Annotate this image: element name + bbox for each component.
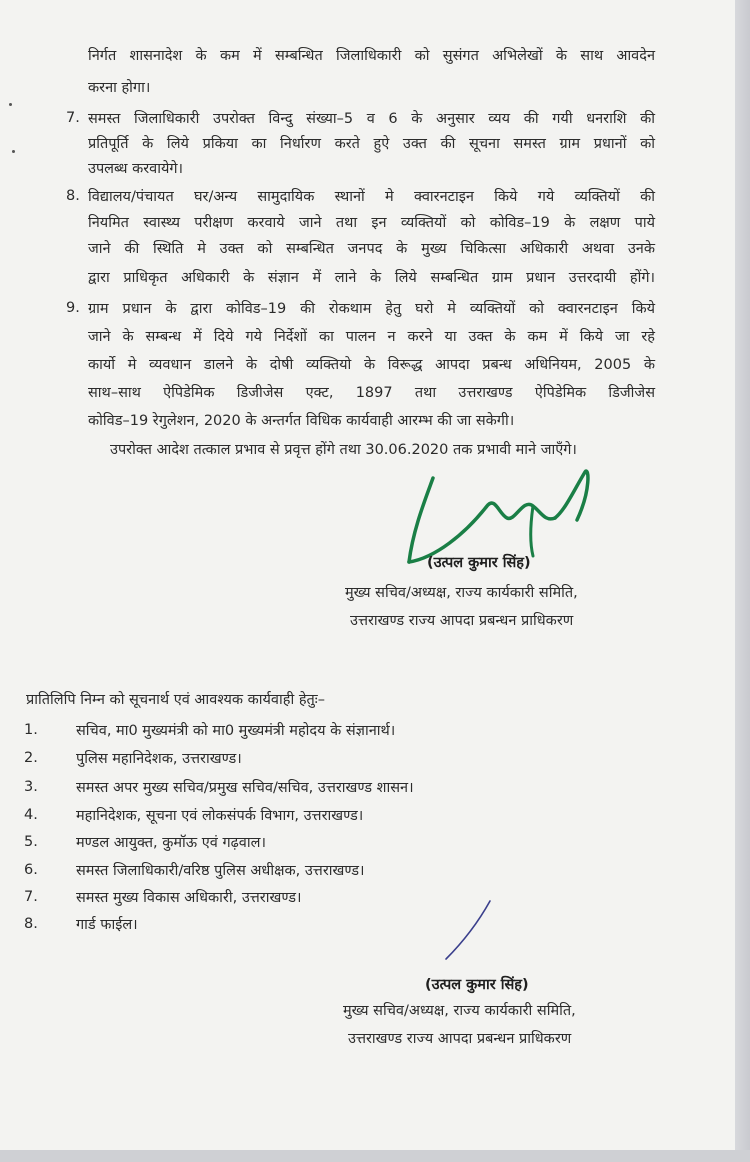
copy-item: गार्ड फाईल। [76,917,138,933]
point-line: उपलब्ध करवायेगे। [88,161,184,177]
copy-item: मण्डल आयुक्त, कुमॉऊ एवं गढ़वाल। [76,835,266,851]
signatory-designation: उत्तराखण्ड राज्य आपदा प्रबन्धन प्राधिकरण [350,613,574,629]
signatory-designation: मुख्य सचिव/अध्यक्ष, राज्य कार्यकारी समिति, [345,585,578,601]
point-line: साथ–साथ ऐपिडेमिक डिजीजेस एक्ट, 1897 तथा उत्तराखण्ड ऐपिडेमिक डिजीजेस [88,385,655,401]
signatory-name: (उत्पल कुमार सिंह) [425,977,529,993]
point-line: जाने की स्थिति मे उक्त को सम्बन्धित जनपद के मुख्य चिकित्सा अधिकारी अथवा उनके [88,241,655,257]
intro-line: निर्गत शासनादेश के कम में सम्बन्धित जिलाधिकारी को सुसंगत अभिलेखों के साथ आवदेन [88,48,655,64]
signatory-name: (उत्पल कुमार सिंह) [427,555,531,571]
copy-item-number: 2. [24,750,38,766]
point-line: ग्राम प्रधान के द्वारा कोविड–19 की रोकथाम हेतु घरो मे व्यक्तियों को क्वारनटाइन किये [88,301,655,317]
point-line: समस्त जिलाधिकारी उपरोक्त विन्दु संख्या–5 व 6 के अनुसार व्यय की गयी धनराशि की [88,111,655,127]
copy-item-number: 3. [24,779,38,795]
copy-item: समस्त मुख्य विकास अधिकारी, उत्तराखण्ड। [76,890,302,906]
signature-2 [440,895,500,965]
page-bottom-edge [0,1150,750,1162]
point-line: कोविड–19 रेगुलेशन, 2020 के अन्तर्गत विधिक कार्यवाही आरम्भ की जा सकेगी। [88,413,515,429]
copy-item: समस्त अपर मुख्य सचिव/प्रमुख सचिव/सचिव, उत्तराखण्ड शासन। [76,780,414,796]
intro-line: करना होगा। [88,80,151,96]
copy-item: पुलिस महानिदेशक, उत्तराखण्ड। [76,751,242,767]
closing-statement: उपरोक्त आदेश तत्काल प्रभाव से प्रवृत्त होंगे तथा 30.06.2020 तक प्रभावी माने जाएँगे। [110,442,577,458]
copy-item-number: 5. [24,834,38,850]
copy-item: सचिव, मा0 मुख्यमंत्री को मा0 मुख्यमंत्री महोदय के संज्ञानार्थ। [76,723,396,739]
point-number: 7. [66,110,80,126]
signatory-designation: उत्तराखण्ड राज्य आपदा प्रबन्धन प्राधिकरण [348,1031,572,1047]
point-line: प्रतिपूर्ति के लिये प्रकिया का निर्धारण करते हुऐ उक्त की सूचना समस्त ग्राम प्रधानों को [88,136,655,152]
point-number: 9. [66,300,80,316]
copy-heading: प्रातिलिपि निम्न को सूचनार्थ एवं आवश्यक कार्यवाही हेतुः– [26,692,325,708]
copy-item-number: 1. [24,722,38,738]
copy-item: महानिदेशक, सूचना एवं लोकसंपर्क विभाग, उत्तराखण्ड। [76,808,364,824]
page-edge [735,0,750,1162]
copy-item-number: 7. [24,889,38,905]
point-number: 8. [66,188,80,204]
point-line: विद्यालय/पंचायत घर/अन्य सामुदायिक स्थानों मे क्वारनटाइन किये गये व्यक्तियों की [88,189,655,205]
point-line: नियमित स्वास्थ्य परीक्षण करवाये जाने तथा इन व्यक्तियों को कोविड–19 के लक्षण पाये [88,215,655,231]
point-line: द्वारा प्राधिकृत अधिकारी के संज्ञान में लाने के लिये सम्बन्धित ग्राम प्रधान उत्तरदायी होंगे। [88,270,655,286]
copy-item-number: 6. [24,862,38,878]
point-line: जाने के सम्बन्ध में दिये गये निर्देशों का पालन न करने या उक्त के कम में किये जा रहे [88,329,655,345]
margin-mark [12,150,15,153]
point-line: कार्यो मे व्यवधान डालने के दोषी व्यक्तियो के विरूद्ध आपदा प्रबन्ध अधिनियम, 2005 के [88,357,655,373]
copy-item: समस्त जिलाधिकारी/वरिष्ठ पुलिस अधीक्षक, उत्तराखण्ड। [76,863,365,879]
margin-mark [9,103,12,106]
copy-item-number: 4. [24,807,38,823]
copy-item-number: 8. [24,916,38,932]
signatory-designation: मुख्य सचिव/अध्यक्ष, राज्य कार्यकारी समिति, [343,1003,576,1019]
